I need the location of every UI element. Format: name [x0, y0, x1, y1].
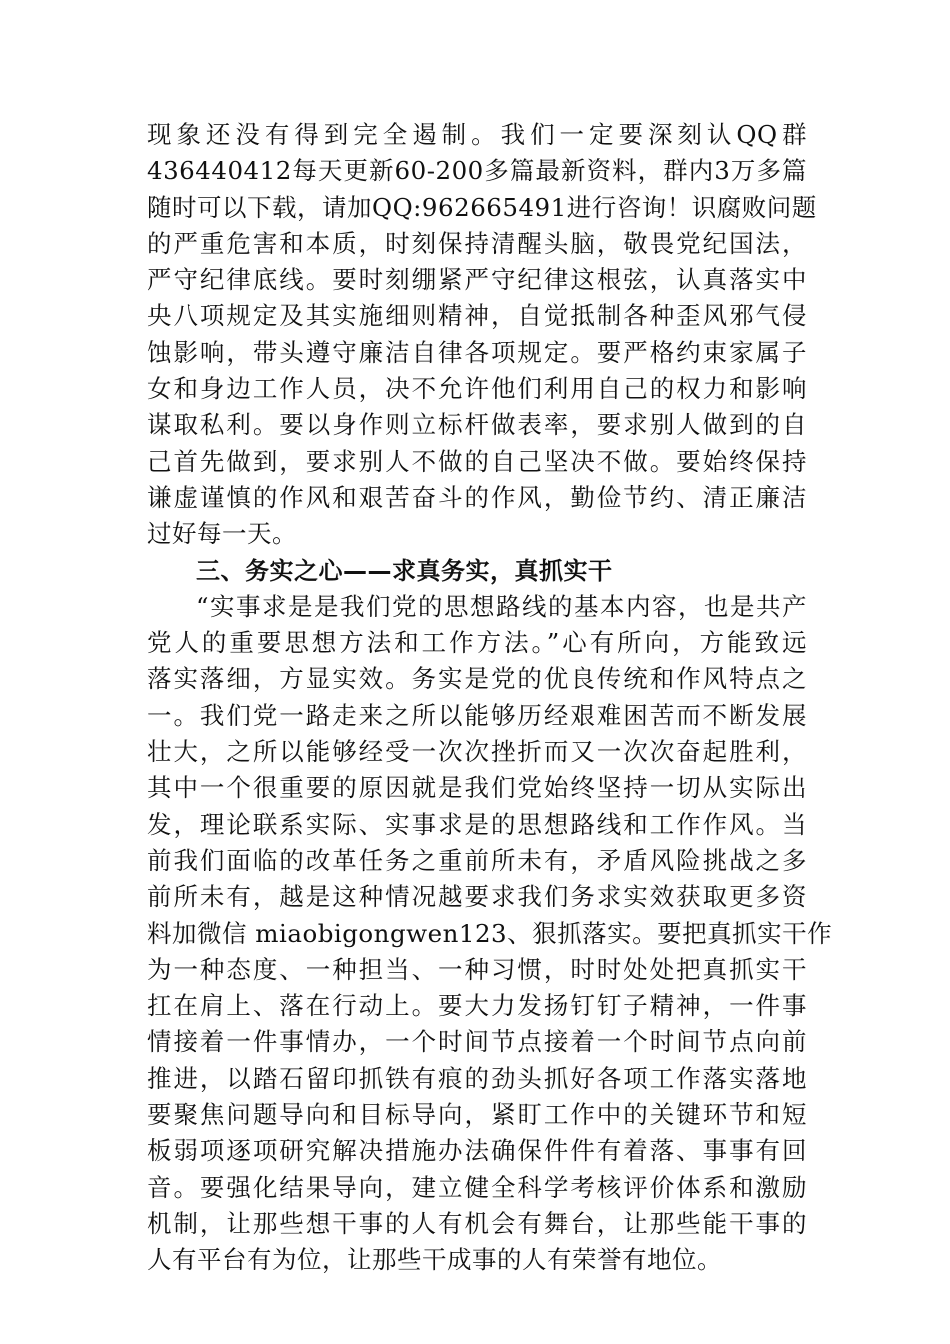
paragraph-line: 谦虚谨慎的作风和艰苦奋斗的作风，勤俭节约、清正廉洁: [147, 482, 807, 512]
paragraph-line: 己首先做到，要求别人不做的自己坚决不做。要始终保持: [147, 446, 807, 476]
paragraph-line: 436440412每天更新60-200多篇最新资料，群内3万多篇: [147, 156, 807, 186]
document-body: [147, 117, 833, 1279]
paragraph-line: 推进，以踏石留印抓铁有痕的劲头抓好各项工作落实落地: [147, 1063, 807, 1093]
paragraph-line: 严守纪律底线。要时刻绷紧严守纪律这根弦，认真落实中: [147, 265, 807, 295]
paragraph-line: 的严重危害和本质，时刻保持清醒头脑，敬畏党纪国法，: [147, 228, 807, 258]
paragraph-line: 壮大，之所以能够经受一次次挫折而又一次次奋起胜利，: [147, 737, 807, 767]
paragraph-line: 板弱项逐项研究解决措施办法确保件件有着落、事事有回: [147, 1136, 807, 1166]
paragraph-line: 扛在肩上、落在行动上。要大力发扬钉钉子精神，一件事: [147, 991, 807, 1021]
paragraph-line: 蚀影响，带头遵守廉洁自律各项规定。要严格约束家属子: [147, 337, 807, 367]
paragraph-line: 发，理论联系实际、实事求是的思想路线和工作作风。当: [147, 809, 807, 839]
paragraph-line: 过好每一天。: [147, 519, 297, 549]
paragraph-line: “实事求是是我们党的思想路线的基本内容，也是共产: [196, 591, 807, 621]
paragraph-line: 音。要强化结果导向，建立健全科学考核评价体系和激励: [147, 1172, 807, 1202]
paragraph-line: 党人的重要思想方法和工作方法。”心有所向，方能致远: [147, 628, 807, 658]
paragraph-line: 女和身边工作人员，决不允许他们利用自己的权力和影响: [147, 374, 807, 404]
paragraph-line: 其中一个很重要的原因就是我们党始终坚持一切从实际出: [147, 773, 807, 803]
paragraph-line: 前所未有，越是这种情况越要求我们务求实效获取更多资: [147, 882, 807, 912]
paragraph-line: 谋取私利。要以身作则立标杆做表率，要求别人做到的自: [147, 410, 807, 440]
paragraph-line: 为一种态度、一种担当、一种习惯，时时处处把真抓实干: [147, 954, 807, 984]
paragraph-line: 人有平台有为位，让那些干成事的人有荣誉有地位。: [147, 1245, 722, 1275]
paragraph-line: 一。我们党一路走来之所以能够历经艰难困苦而不断发展: [147, 700, 807, 730]
paragraph-line: 落实落细，方显实效。务实是党的优良传统和作风特点之: [147, 664, 807, 694]
paragraph-line: 机制，让那些想干事的人有机会有舞台，让那些能干事的: [147, 1208, 807, 1238]
section-heading: 三、务实之心——求真务实，真抓实干: [196, 556, 613, 585]
paragraph-line: 现象还没有得到完全遏制。我们一定要深刻认QQ群: [147, 120, 807, 149]
paragraph-line: 情接着一件事情办，一个时间节点接着一个时间节点向前: [147, 1027, 807, 1057]
paragraph-line: 料加微信 miaobigongwen123、狠抓落实。要把真抓实干作: [147, 918, 833, 948]
paragraph-line: 要聚焦问题导向和目标导向，紧盯工作中的关键环节和短: [147, 1100, 807, 1130]
paragraph-line: 央八项规定及其实施细则精神，自觉抵制各种歪风邪气侵: [147, 301, 807, 331]
paragraph-line: 随时可以下载，请加QQ:962665491进行咨询！识腐败问题: [147, 192, 817, 222]
paragraph-line: 前我们面临的改革任务之重前所未有，矛盾风险挑战之多: [147, 845, 807, 875]
